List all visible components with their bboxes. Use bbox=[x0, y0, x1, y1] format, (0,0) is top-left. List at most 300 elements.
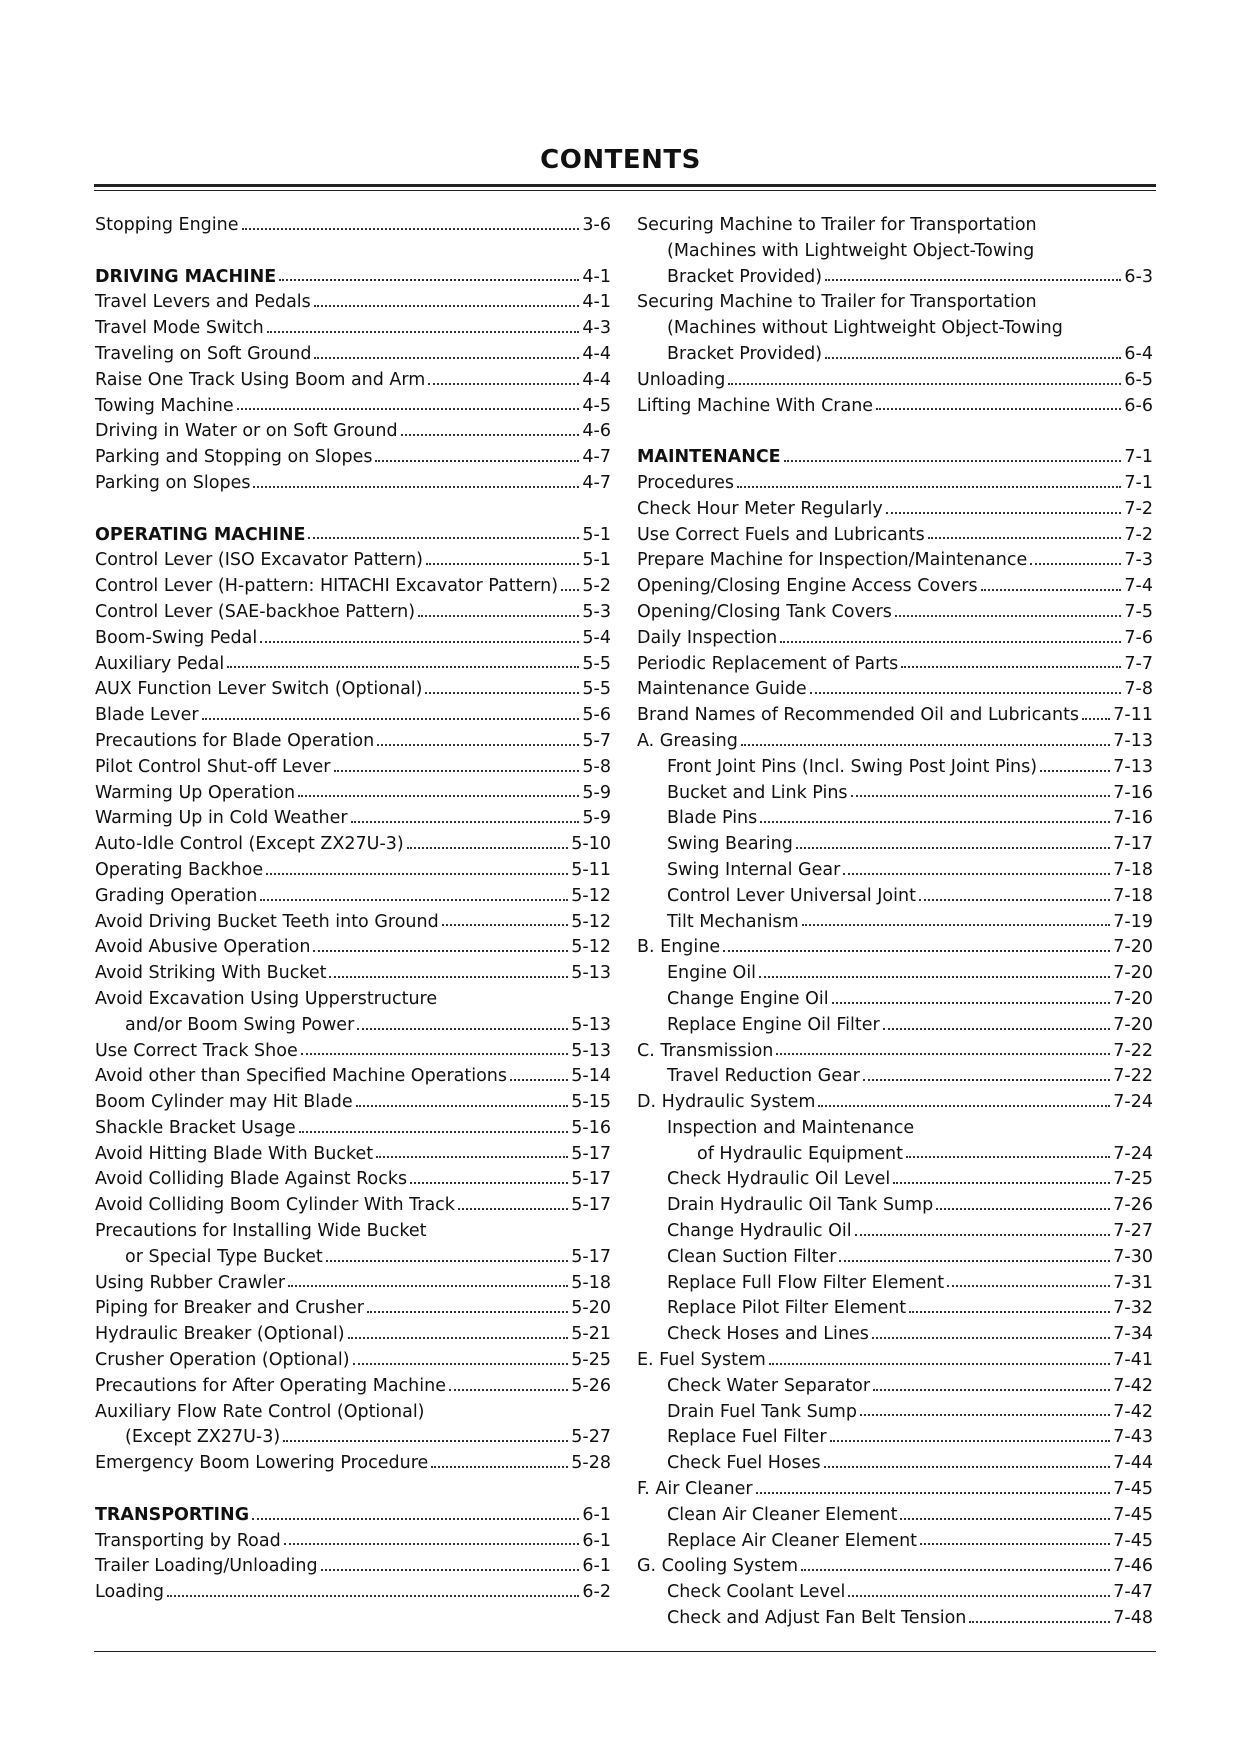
toc-entry[interactable] bbox=[637, 1529, 1153, 1555]
toc-list-air bbox=[637, 1503, 1153, 1555]
toc-entry-page: 5-4 bbox=[582, 627, 611, 648]
toc-entry-page: 6-1 bbox=[582, 1530, 611, 1551]
toc-entry-label: Control Lever (H-pattern: HITACHI Excavator Pattern) bbox=[95, 576, 559, 597]
toc-entry-label: Check Coolant Level bbox=[667, 1582, 846, 1603]
toc-entry-page: 7-20 bbox=[1113, 1014, 1153, 1035]
toc-entry-page: 5-26 bbox=[571, 1375, 611, 1396]
toc-entry[interactable] bbox=[95, 858, 611, 884]
dot-leader bbox=[860, 1409, 1110, 1416]
toc-entry[interactable] bbox=[637, 600, 1153, 626]
toc-entry[interactable] bbox=[95, 600, 611, 626]
toc-entry[interactable] bbox=[637, 832, 1153, 858]
toc-entry-label: Clean Air Cleaner Element bbox=[667, 1504, 898, 1525]
toc-entry-label: Periodic Replacement of Parts bbox=[637, 653, 899, 674]
toc-entry-label: Warming Up Operation bbox=[95, 782, 296, 803]
toc-list-operating-2 bbox=[95, 1039, 611, 1220]
toc-entry[interactable]: B. Engine 7-20 bbox=[637, 937, 1153, 958]
toc-entry-label: Travel Mode Switch bbox=[95, 318, 264, 339]
toc-entry[interactable] bbox=[637, 1606, 1153, 1632]
dot-leader bbox=[851, 790, 1111, 797]
toc-entry-page: 5-20 bbox=[571, 1298, 611, 1319]
toc-entry-label: AUX Function Lever Switch (Optional) bbox=[95, 679, 423, 700]
toc-entry-label: Grading Operation bbox=[95, 885, 258, 906]
footer-rule bbox=[94, 1651, 1156, 1652]
title-rule-thin bbox=[94, 190, 1156, 191]
toc-entry[interactable]: G. Cooling System 7-46 bbox=[637, 1556, 1153, 1577]
toc-entry[interactable] bbox=[637, 652, 1153, 678]
dot-leader bbox=[301, 1048, 569, 1055]
toc-entry-line[interactable]: Inspection and Maintenance bbox=[667, 1117, 915, 1138]
toc-entry[interactable] bbox=[95, 806, 611, 832]
toc-entry[interactable] bbox=[95, 548, 611, 574]
toc-entry-label: Operating Backhoe bbox=[95, 859, 264, 880]
toc-entry-page: 5-5 bbox=[582, 679, 611, 700]
toc-entry[interactable] bbox=[637, 884, 1153, 910]
toc-entry-page: 7-43 bbox=[1113, 1427, 1153, 1448]
toc-entry-label: Warming Up in Cold Weather bbox=[95, 808, 348, 829]
toc-list-engine bbox=[637, 961, 1153, 1038]
toc-list-operating-3 bbox=[95, 1271, 611, 1400]
toc-section-operating[interactable]: OPERATING MACHINE 5-1 bbox=[95, 524, 611, 545]
toc-entry-label: Drain Hydraulic Oil Tank Sump bbox=[667, 1195, 934, 1216]
toc-entry[interactable] bbox=[95, 1116, 611, 1142]
toc-entry-page: 4-3 bbox=[582, 318, 611, 339]
dot-leader bbox=[348, 1332, 569, 1339]
toc-entry-page: 5-14 bbox=[571, 1066, 611, 1087]
dot-leader bbox=[351, 816, 580, 823]
toc-entry-label: Boom-Swing Pedal bbox=[95, 627, 258, 648]
toc-entry[interactable] bbox=[637, 1013, 1153, 1039]
toc-entry[interactable] bbox=[95, 1039, 611, 1065]
dot-leader bbox=[839, 1255, 1110, 1262]
dot-leader bbox=[410, 1177, 568, 1184]
dot-leader bbox=[824, 1461, 1111, 1468]
toc-entry[interactable]: Bracket Provided) 6-4 bbox=[667, 343, 1153, 364]
toc-entry-page: 5-18 bbox=[571, 1272, 611, 1293]
toc-entry-label: Driving in Water or on Soft Ground bbox=[95, 421, 398, 442]
toc-list-greasing bbox=[637, 755, 1153, 936]
toc-entry[interactable] bbox=[95, 626, 611, 652]
toc-entry-page: 5-8 bbox=[582, 756, 611, 777]
toc-entry-page: 5-17 bbox=[571, 1143, 611, 1164]
dot-leader bbox=[936, 1203, 1110, 1210]
toc-entry[interactable]: D. Hydraulic System 7-24 bbox=[637, 1092, 1153, 1113]
toc-entry-page: 7-5 bbox=[1124, 601, 1153, 622]
toc-entry[interactable] bbox=[637, 910, 1153, 936]
toc-entry[interactable] bbox=[95, 1271, 611, 1297]
dot-leader bbox=[329, 971, 568, 978]
toc-entry-label: Replace Fuel Filter bbox=[667, 1427, 827, 1448]
toc-left-column bbox=[95, 213, 611, 1606]
toc-entry-label: Maintenance Guide bbox=[637, 679, 807, 700]
toc-entry[interactable] bbox=[637, 1167, 1153, 1193]
toc-section-maintenance[interactable]: MAINTENANCE 7-1 bbox=[637, 447, 1153, 468]
dot-leader bbox=[376, 1151, 568, 1158]
toc-entry[interactable] bbox=[95, 1348, 611, 1374]
dot-leader bbox=[458, 1203, 568, 1210]
toc-entry-page: 5-2 bbox=[582, 576, 611, 597]
toc-entry[interactable] bbox=[95, 729, 611, 755]
toc-entry-page: 7-13 bbox=[1113, 756, 1153, 777]
toc-entry[interactable]: (Except ZX27U-3) 5-27 bbox=[125, 1427, 611, 1448]
dot-leader bbox=[299, 1126, 569, 1133]
toc-entry-label: Auxiliary Pedal bbox=[95, 653, 225, 674]
toc-entry-page: 4-4 bbox=[582, 369, 611, 390]
dot-leader bbox=[873, 1384, 1110, 1391]
toc-entry[interactable] bbox=[95, 1322, 611, 1348]
dot-leader bbox=[202, 713, 580, 720]
toc-entry-label: Check Hoses and Lines bbox=[667, 1324, 869, 1345]
toc-entry-label: Drain Fuel Tank Sump bbox=[667, 1401, 857, 1422]
dot-leader bbox=[759, 971, 1110, 978]
toc-entry[interactable] bbox=[637, 523, 1153, 549]
toc-entry[interactable] bbox=[95, 290, 611, 316]
dot-leader bbox=[510, 1074, 568, 1081]
toc-entry-line[interactable]: Securing Machine to Trailer for Transportation bbox=[637, 292, 1037, 313]
dot-leader bbox=[848, 1590, 1110, 1597]
toc-entry-line[interactable]: (Machines with Lightweight Object-Towing bbox=[667, 240, 1035, 261]
toc-entry-page: 7-20 bbox=[1113, 988, 1153, 1009]
toc-entry[interactable]: E. Fuel System 7-41 bbox=[637, 1350, 1153, 1371]
toc-entry[interactable] bbox=[637, 1219, 1153, 1245]
toc-entry-label: Use Correct Fuels and Lubricants bbox=[637, 524, 925, 545]
toc-entry[interactable] bbox=[637, 1245, 1153, 1271]
toc-entry[interactable] bbox=[637, 806, 1153, 832]
toc-entry[interactable]: Bracket Provided) 6-3 bbox=[667, 266, 1153, 287]
dot-leader bbox=[237, 403, 580, 410]
toc-list-transporting bbox=[95, 1529, 611, 1606]
toc-list-driving bbox=[95, 290, 611, 496]
toc-entry[interactable] bbox=[637, 1322, 1153, 1348]
toc-entry[interactable] bbox=[637, 1451, 1153, 1477]
toc-entry-page: 7-7 bbox=[1124, 653, 1153, 674]
dot-leader bbox=[737, 481, 1121, 488]
toc-entry-page: 7-45 bbox=[1113, 1504, 1153, 1525]
toc-entry-page: 5-12 bbox=[571, 937, 611, 958]
toc-entry[interactable] bbox=[95, 368, 611, 394]
toc-entry[interactable] bbox=[637, 1064, 1153, 1090]
toc-entry[interactable] bbox=[95, 1529, 611, 1555]
toc-entry[interactable] bbox=[637, 1271, 1153, 1297]
dot-leader bbox=[375, 455, 579, 462]
dot-leader bbox=[428, 378, 579, 385]
toc-entry[interactable] bbox=[95, 1064, 611, 1090]
dot-leader bbox=[401, 429, 580, 436]
toc-entry-page: 5-7 bbox=[582, 730, 611, 751]
toc-entry[interactable] bbox=[637, 1193, 1153, 1219]
toc-entry-label: Avoid Driving Bucket Teeth into Ground bbox=[95, 911, 439, 932]
toc-entry-label: Change Hydraulic Oil bbox=[667, 1221, 852, 1242]
dot-leader bbox=[288, 1280, 568, 1287]
toc-entry-page: 7-30 bbox=[1113, 1246, 1153, 1267]
toc-entry-label: Check Hour Meter Regularly bbox=[637, 498, 883, 519]
toc-entry[interactable] bbox=[637, 1296, 1153, 1322]
toc-list-cooling bbox=[637, 1580, 1153, 1632]
toc-entry-page: 7-2 bbox=[1124, 498, 1153, 519]
toc-entry[interactable] bbox=[637, 961, 1153, 987]
toc-entry-page: 5-17 bbox=[571, 1195, 611, 1216]
toc-entry-label: Raise One Track Using Boom and Arm bbox=[95, 369, 426, 390]
toc-entry-page: 4-5 bbox=[582, 395, 611, 416]
toc-entry[interactable]: or Special Type Bucket 5-17 bbox=[125, 1246, 611, 1267]
dot-leader bbox=[298, 790, 579, 797]
toc-entry-page: 4-1 bbox=[582, 292, 611, 313]
toc-entry[interactable] bbox=[95, 1296, 611, 1322]
toc-entry[interactable] bbox=[95, 1554, 611, 1580]
toc-entry[interactable] bbox=[95, 1090, 611, 1116]
dot-leader bbox=[314, 352, 579, 359]
toc-entry[interactable]: C. Transmission 7-22 bbox=[637, 1040, 1153, 1061]
toc-entry-page: 7-2 bbox=[1124, 524, 1153, 545]
toc-entry[interactable] bbox=[95, 677, 611, 703]
toc-entry-page: 4-6 bbox=[582, 421, 611, 442]
toc-entry-page: 7-32 bbox=[1113, 1298, 1153, 1319]
toc-entry[interactable] bbox=[637, 548, 1153, 574]
toc-entry[interactable] bbox=[95, 342, 611, 368]
toc-entry-label: Brand Names of Recommended Oil and Lubricants bbox=[637, 705, 1080, 726]
dot-leader bbox=[810, 687, 1122, 694]
toc-entry-page: 7-31 bbox=[1113, 1272, 1153, 1293]
toc-entry-line[interactable]: Avoid Excavation Using Upperstructure bbox=[95, 988, 438, 1009]
toc-entry-page: 7-44 bbox=[1113, 1453, 1153, 1474]
toc-entry[interactable] bbox=[637, 1503, 1153, 1529]
toc-entry-page: 5-6 bbox=[582, 705, 611, 726]
toc-entry[interactable] bbox=[95, 1167, 611, 1193]
toc-entry-line[interactable]: (Machines without Lightweight Object-Towing bbox=[667, 318, 1063, 339]
toc-entry[interactable] bbox=[95, 781, 611, 807]
toc-entry[interactable] bbox=[95, 910, 611, 936]
toc-entry-page: 4-7 bbox=[582, 472, 611, 493]
toc-entry-label: Check and Adjust Fan Belt Tension bbox=[667, 1608, 967, 1629]
toc-entry-label: Clean Suction Filter bbox=[667, 1246, 837, 1267]
toc-entry-label: Pilot Control Shut-off Lever bbox=[95, 756, 331, 777]
dot-leader bbox=[863, 1074, 1110, 1081]
toc-entry[interactable] bbox=[95, 394, 611, 420]
toc-entry-label: Traveling on Soft Ground bbox=[95, 343, 312, 364]
toc-entry-page: 7-22 bbox=[1113, 1066, 1153, 1087]
toc-entry[interactable] bbox=[637, 1400, 1153, 1426]
toc-entry[interactable] bbox=[637, 471, 1153, 497]
toc-entry[interactable] bbox=[637, 781, 1153, 807]
page-title: CONTENTS bbox=[540, 145, 701, 175]
toc-entry[interactable] bbox=[95, 961, 611, 987]
dot-leader bbox=[253, 481, 579, 488]
dot-leader bbox=[284, 1538, 580, 1545]
toc-entry-label: Parking on Slopes bbox=[95, 472, 251, 493]
toc-entry-page: 7-47 bbox=[1113, 1582, 1153, 1603]
dot-leader bbox=[919, 894, 1110, 901]
dot-leader bbox=[167, 1590, 579, 1597]
dot-leader bbox=[1082, 713, 1110, 720]
toc-entry-label: Control Lever (SAE-backhoe Pattern) bbox=[95, 601, 416, 622]
toc-entry[interactable] bbox=[95, 935, 611, 961]
toc-entry-page: 5-1 bbox=[582, 550, 611, 571]
toc-entry[interactable] bbox=[637, 677, 1153, 703]
toc-entry-page: 5-12 bbox=[571, 885, 611, 906]
toc-entry[interactable]: F. Air Cleaner 7-45 bbox=[637, 1479, 1153, 1500]
toc-entry[interactable] bbox=[95, 1580, 611, 1606]
dot-leader bbox=[367, 1306, 568, 1313]
toc-entry[interactable] bbox=[95, 832, 611, 858]
dot-leader bbox=[266, 868, 568, 875]
toc-list-maintenance bbox=[637, 471, 1153, 729]
dot-leader bbox=[227, 661, 579, 668]
toc-entry-page: 7-17 bbox=[1113, 834, 1153, 855]
dot-leader bbox=[356, 1100, 569, 1107]
toc-entry-label: Avoid Colliding Boom Cylinder With Track bbox=[95, 1195, 455, 1216]
toc-entry-label: Travel Reduction Gear bbox=[667, 1066, 860, 1087]
dot-leader bbox=[883, 1023, 1111, 1030]
toc-entry-label: Transporting by Road bbox=[95, 1530, 281, 1551]
dot-leader bbox=[353, 1358, 569, 1365]
toc-entry-label: Opening/Closing Tank Covers bbox=[637, 601, 892, 622]
toc-entry-page: 7-42 bbox=[1113, 1375, 1153, 1396]
toc-entry[interactable]: of Hydraulic Equipment 7-24 bbox=[697, 1143, 1153, 1164]
toc-entry-label: Replace Engine Oil Filter bbox=[667, 1014, 880, 1035]
toc-entry[interactable]: A. Greasing 7-13 bbox=[637, 730, 1153, 751]
toc-entry-page: 5-13 bbox=[571, 963, 611, 984]
dot-leader bbox=[780, 636, 1121, 643]
toc-entry[interactable] bbox=[637, 703, 1153, 729]
toc-entry[interactable] bbox=[637, 497, 1153, 523]
toc-list-transmission bbox=[637, 1064, 1153, 1090]
dot-leader bbox=[928, 532, 1122, 539]
toc-list-hydraulic bbox=[637, 1167, 1153, 1348]
toc-entry-label: Travel Levers and Pedals bbox=[95, 292, 311, 313]
toc-entry[interactable]: Lifting Machine With Crane 6-6 bbox=[637, 395, 1153, 416]
toc-entry-page: 7-34 bbox=[1113, 1324, 1153, 1345]
toc-entry-page: 5-10 bbox=[571, 834, 611, 855]
dot-leader bbox=[981, 584, 1122, 591]
toc-entry-label: Blade Pins bbox=[667, 808, 758, 829]
toc-entry-label: Control Lever Universal Joint bbox=[667, 885, 916, 906]
toc-entry-label: Replace Air Cleaner Element bbox=[667, 1530, 918, 1551]
toc-entry[interactable] bbox=[637, 858, 1153, 884]
toc-entry[interactable]: and/or Boom Swing Power 5-13 bbox=[125, 1014, 611, 1035]
toc-entry-label: Procedures bbox=[637, 472, 735, 493]
toc-entry-page: 5-9 bbox=[582, 808, 611, 829]
toc-entry[interactable] bbox=[637, 755, 1153, 781]
toc-entry-page: 7-27 bbox=[1113, 1221, 1153, 1242]
dot-leader bbox=[969, 1616, 1110, 1623]
toc-entry[interactable] bbox=[95, 703, 611, 729]
toc-entry[interactable] bbox=[95, 1193, 611, 1219]
toc-entry[interactable] bbox=[637, 626, 1153, 652]
toc-entry-page: 7-4 bbox=[1124, 576, 1153, 597]
toc-entry-label: Swing Internal Gear bbox=[667, 859, 841, 880]
toc-entry-page: 7-3 bbox=[1124, 550, 1153, 571]
toc-entry[interactable] bbox=[637, 1425, 1153, 1451]
toc-entry[interactable] bbox=[95, 419, 611, 445]
dot-leader bbox=[832, 997, 1111, 1004]
toc-entry[interactable] bbox=[637, 1580, 1153, 1606]
toc-entry-label: Using Rubber Crawler bbox=[95, 1272, 286, 1293]
toc-entry-page: 7-19 bbox=[1113, 911, 1153, 932]
toc-entry-page: 5-12 bbox=[571, 911, 611, 932]
dot-leader bbox=[796, 842, 1110, 849]
toc-entry[interactable] bbox=[95, 1374, 611, 1400]
toc-entry[interactable] bbox=[95, 316, 611, 342]
toc-entry-page: 5-21 bbox=[571, 1324, 611, 1345]
toc-entry[interactable] bbox=[637, 574, 1153, 600]
toc-entry-label: Avoid Hitting Blade With Bucket bbox=[95, 1143, 374, 1164]
toc-entry[interactable] bbox=[637, 1374, 1153, 1400]
toc-entry-label: Piping for Breaker and Crusher bbox=[95, 1298, 364, 1319]
toc-entry-page: 5-15 bbox=[571, 1092, 611, 1113]
toc-entry-page: 5-5 bbox=[582, 653, 611, 674]
toc-entry-page: 5-9 bbox=[582, 782, 611, 803]
toc-entry-page: 7-6 bbox=[1124, 627, 1153, 648]
toc-section-transporting[interactable]: TRANSPORTING 6-1 bbox=[95, 1504, 611, 1525]
toc-entry[interactable]: Unloading 6-5 bbox=[637, 369, 1153, 390]
toc-entry-page: 7-42 bbox=[1113, 1401, 1153, 1422]
dot-leader bbox=[267, 326, 580, 333]
toc-entry-line[interactable]: Precautions for Installing Wide Bucket bbox=[95, 1221, 427, 1242]
toc-right-column bbox=[637, 213, 1153, 1632]
title-rule bbox=[94, 184, 1156, 187]
dot-leader bbox=[802, 919, 1111, 926]
dot-leader bbox=[442, 919, 569, 926]
dot-leader bbox=[909, 1306, 1110, 1313]
toc-entry-page: 5-16 bbox=[571, 1117, 611, 1138]
dot-leader bbox=[314, 300, 580, 307]
toc-entry-page: 7-18 bbox=[1113, 885, 1153, 906]
toc-entry[interactable] bbox=[95, 884, 611, 910]
toc-entry-label: Boom Cylinder may Hit Blade bbox=[95, 1092, 353, 1113]
toc-entry-page: 7-25 bbox=[1113, 1169, 1153, 1190]
toc-entry-page: 7-26 bbox=[1113, 1195, 1153, 1216]
toc-entry-label: Shackle Bracket Usage bbox=[95, 1117, 296, 1138]
toc-entry-label: Prepare Machine for Inspection/Maintenance bbox=[637, 550, 1028, 571]
dot-leader bbox=[313, 945, 568, 952]
toc-entry-label: Blade Lever bbox=[95, 705, 199, 726]
dot-leader bbox=[895, 610, 1122, 617]
toc-entry-page: 7-18 bbox=[1113, 859, 1153, 880]
toc-entry-label: Engine Oil bbox=[667, 963, 757, 984]
toc-entry[interactable]: Stopping Engine 3-6 bbox=[95, 215, 611, 235]
toc-section-driving[interactable]: DRIVING MACHINE 4-1 bbox=[95, 266, 611, 287]
dot-leader bbox=[449, 1384, 568, 1391]
toc-entry-line[interactable]: Auxiliary Flow Rate Control (Optional) bbox=[95, 1401, 425, 1422]
toc-entry[interactable]: Emergency Boom Lowering Procedure 5-28 bbox=[95, 1453, 611, 1474]
toc-entry-page: 7-45 bbox=[1113, 1530, 1153, 1551]
toc-entry[interactable] bbox=[95, 574, 611, 600]
toc-entry[interactable] bbox=[637, 987, 1153, 1013]
dot-leader bbox=[260, 636, 579, 643]
toc-entry[interactable] bbox=[95, 755, 611, 781]
dot-leader bbox=[843, 868, 1110, 875]
toc-entry-label: Towing Machine bbox=[95, 395, 234, 416]
dot-leader bbox=[425, 687, 579, 694]
toc-entry[interactable] bbox=[95, 1142, 611, 1168]
dot-leader bbox=[830, 1435, 1111, 1442]
toc-entry[interactable] bbox=[95, 652, 611, 678]
toc-entry[interactable] bbox=[95, 445, 611, 471]
toc-entry-line[interactable]: Securing Machine to Trailer for Transportation bbox=[637, 215, 1037, 235]
toc-entry-label: Avoid Striking With Bucket bbox=[95, 963, 327, 984]
toc-entry-label: Trailer Loading/Unloading bbox=[95, 1556, 318, 1577]
dot-leader bbox=[377, 739, 579, 746]
toc-entry-label: Crusher Operation (Optional) bbox=[95, 1350, 350, 1371]
toc-entry-page: 7-1 bbox=[1124, 472, 1153, 493]
toc-entry-label: Avoid Abusive Operation bbox=[95, 937, 311, 958]
toc-entry[interactable] bbox=[95, 471, 611, 497]
toc-entry-page: 7-8 bbox=[1124, 679, 1153, 700]
dot-leader bbox=[260, 894, 568, 901]
toc-entry-page: 6-1 bbox=[582, 1556, 611, 1577]
dot-leader bbox=[426, 558, 579, 565]
toc-entry-label: Daily Inspection bbox=[637, 627, 778, 648]
